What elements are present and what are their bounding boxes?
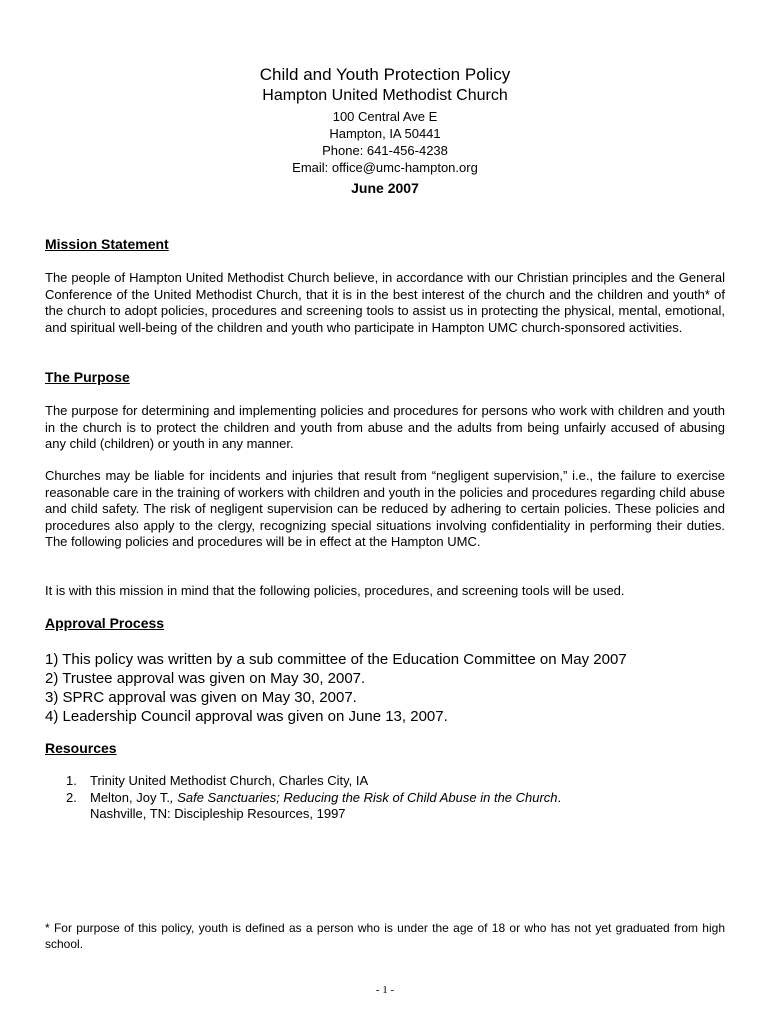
purpose-paragraph-1: The purpose for determining and implementing policies and procedures for persons who work with children and youth in the church is to protect the children and youth from abuse and the adults from being unfairly accused of abusing any child (children) or youth in any manner.	[45, 403, 725, 452]
resource-text: Trinity United Methodist Church, Charles City, IA	[90, 773, 369, 788]
page-number: - 1 -	[375, 984, 395, 996]
mission-paragraph: The people of Hampton United Methodist Church believe, in accordance with our Christian principles and the General Conference of the United Methodist Church, that it is in the best interest of the church and the children and youth* of the church to adopt policies, procedures and screening tools to assist us in protecting the physical, mental, emotional, and spiritual well-being of the children and youth who participate in Hampton UMC church-sponsored activities.	[45, 270, 725, 335]
purpose-paragraph-3: It is with this mission in mind that the following policies, procedures, and screening tools will be used.	[45, 583, 625, 598]
resources-heading: Resources	[45, 740, 117, 756]
resource-author: Melton, Joy T.	[90, 789, 170, 805]
church-name: Hampton United Methodist Church	[262, 87, 508, 104]
resource-publisher: Nashville, TN: Discipleship Resources, 1997	[90, 806, 346, 822]
purpose-heading: The Purpose	[45, 369, 130, 385]
resource-number: 1.	[66, 773, 77, 788]
approval-item: 2) Trustee approval was given on May 30, 2007.	[45, 670, 366, 687]
resource-item	[66, 773, 726, 790]
approval-item: 1) This policy was written by a sub committee of the Education Committee on May 2007	[45, 651, 627, 668]
resource-item	[66, 806, 726, 823]
footnote: * For purpose of this policy, youth is defined as a person who is under the age of 18 or who has not yet graduated from high school.	[45, 921, 725, 951]
resource-book-title: Safe Sanctuaries; Reducing the Risk of Child Abuse in the Church	[177, 789, 558, 805]
document-title: Child and Youth Protection Policy	[259, 65, 511, 84]
resource-separator: ,	[169, 789, 178, 805]
approval-list	[45, 650, 745, 726]
purpose-paragraph-2: Churches may be liable for incidents and injuries that result from “negligent supervision,” i.e., the failure to exercise reasonable care in the training of workers with children and youth in the policies and procedures regarding child abuse and child safety. The risk of negligent supervision can be reduced by adhering to certain policies. These policies and procedures also apply to the clergy, recognizing special situations involving confidentiality in performing their duties. The following policies and procedures will be in effect at the Hampton UMC.	[45, 468, 725, 550]
approval-heading: Approval Process	[45, 615, 165, 631]
resource-period: .	[557, 789, 562, 805]
contact-block	[0, 108, 770, 176]
mission-heading: Mission Statement	[45, 236, 169, 252]
approval-item: 4) Leadership Council approval was given on June 13, 2007.	[45, 708, 448, 725]
resource-number: 2.	[66, 789, 77, 805]
resource-item	[66, 790, 726, 807]
document-date: June 2007	[351, 180, 419, 196]
address-line-1: 100 Central Ave E	[332, 109, 438, 124]
phone-line: Phone: 641-456-4238	[322, 143, 448, 158]
address-line-2: Hampton, IA 50441	[329, 126, 441, 141]
email-line: Email: office@umc-hampton.org	[292, 160, 478, 175]
resources-list	[66, 773, 726, 823]
approval-item: 3) SPRC approval was given on May 30, 2007.	[45, 689, 357, 706]
